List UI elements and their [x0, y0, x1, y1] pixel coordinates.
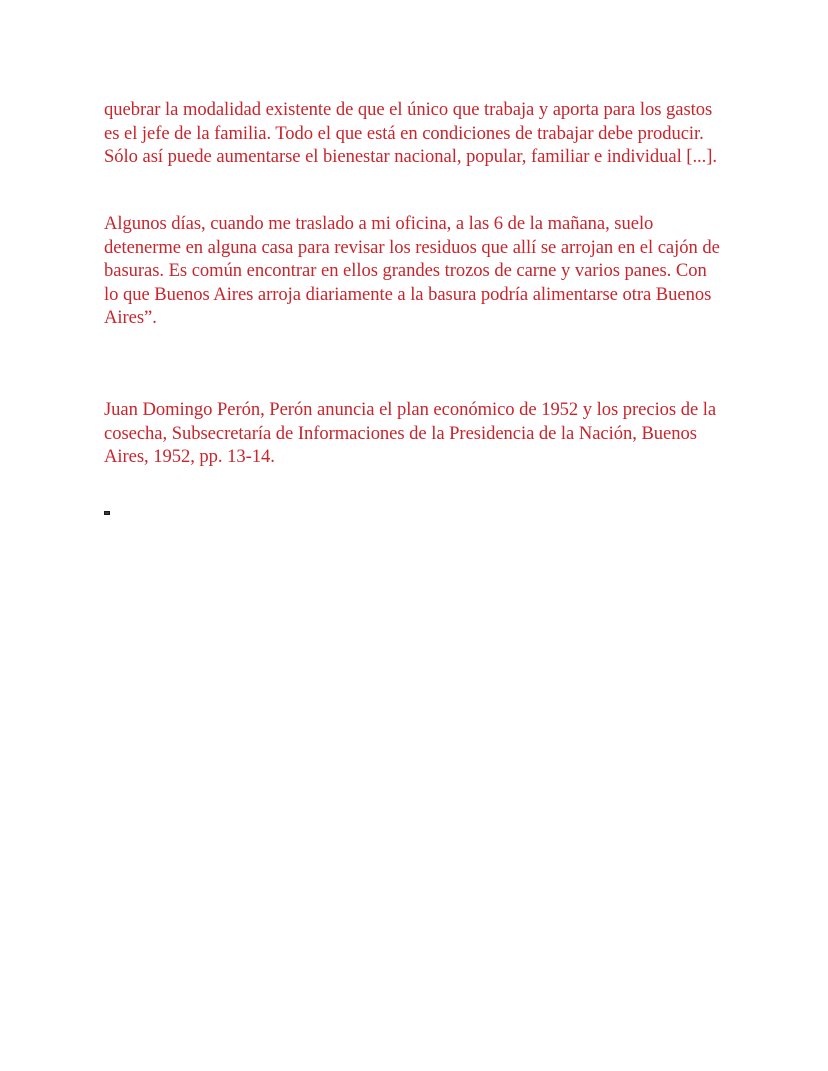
source-citation: Juan Domingo Perón, Perón anuncia el plan económico de 1952 y los precios de la cosecha, Subsecretaría de Informaciones de la Presidencia de la Nación, Buenos Aires, 1952, pp. 13-14.: [104, 399, 717, 468]
quote-paragraph-1: quebrar la modalidad existente de que el único que trabaja y aporta para los gastos es el jefe de la familia. Todo el que está en condiciones de trabajar debe producir. Sólo así puede aumentarse el bienestar nacional, popular, familiar e individual [...].: [104, 99, 717, 168]
embedded-object-marker-icon: [104, 511, 110, 515]
quote-paragraph-2: Algunos días, cuando me traslado a mi oficina, a las 6 de la mañana, suelo detenerme en alguna casa para revisar los residuos que allí se arrojan en el cajón de basuras. Es común encontrar en ellos grandes trozos de carne y varios panes. Con lo que Buenos Aires arroja diariamente a la basura podría alimentarse otra Buenos Aires”.: [104, 213, 720, 329]
